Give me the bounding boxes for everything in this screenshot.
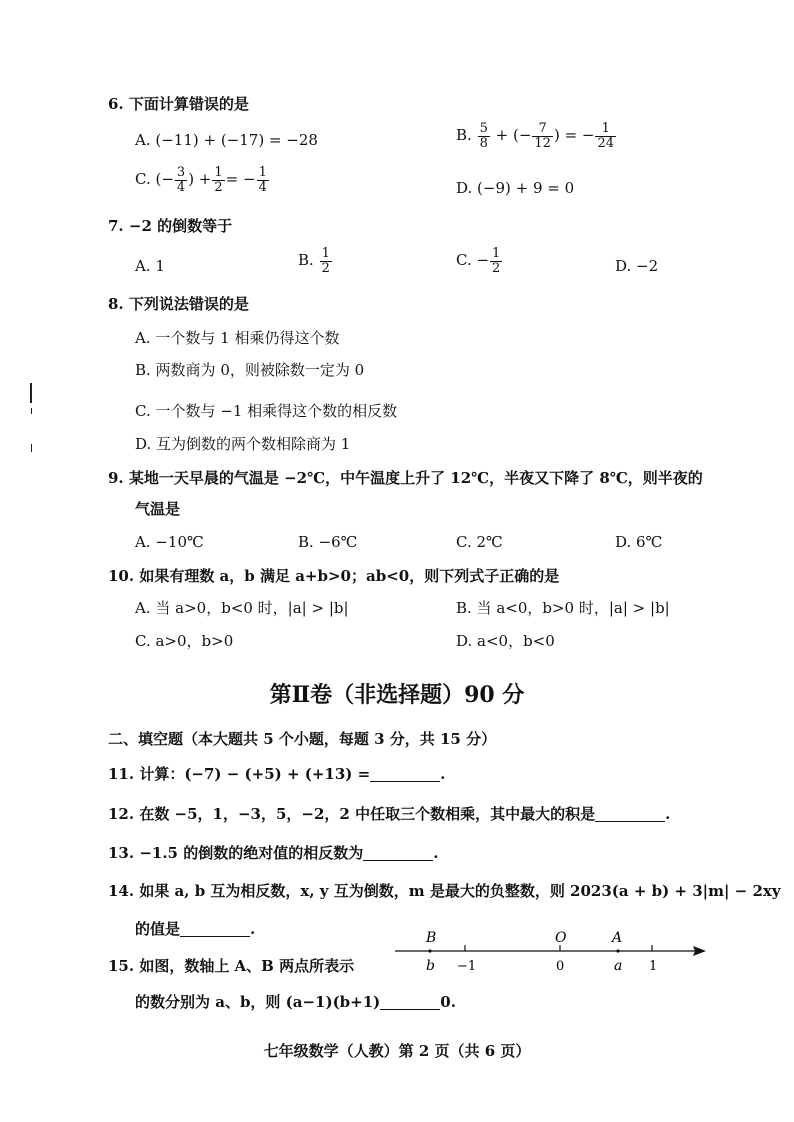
q10-option-c: C. a>0，b>0 [135, 632, 234, 650]
q7-stem: 7. −2 的倒数等于 [108, 217, 233, 235]
fraction: $\frac{1}{2}$ [214, 165, 223, 195]
q15-line1: 15. 如图，数轴上 A、B 两点所表示 [108, 957, 355, 975]
answer-blank[interactable] [180, 922, 250, 937]
point-a [616, 949, 619, 952]
label-B: B [426, 930, 437, 946]
q8-option-d: D. 互为倒数的两个数相除商为 1 [135, 435, 351, 453]
q9-stem-line1: 9. 某地一天早晨的气温是 −2℃，中午温度上升了 12℃，半夜又下降了 8℃，则半夜的 [108, 469, 703, 487]
fraction: $\frac{1}{2}$ [492, 246, 501, 276]
fraction: $\frac{5}{8}$ [479, 121, 488, 151]
q6-stem: 6. 下面计算错误的是 [108, 95, 249, 113]
number-line-figure [390, 925, 710, 980]
q9-option-d: D. 6℃ [615, 533, 663, 551]
q7-option-a: A. 1 [135, 257, 165, 275]
label-A: A [612, 930, 623, 946]
q8-option-c: C. 一个数与 −1 相乘得这个数的相反数 [135, 402, 398, 420]
q9-option-c: C. 2℃ [456, 533, 503, 551]
q8-option-a: A. 一个数与 1 相乘仍得这个数 [135, 329, 340, 347]
q8-option-b: B. 两数商为 0，则被除数一定为 0 [135, 361, 365, 379]
q14-line2: 的值是 . [135, 920, 256, 938]
binding-mark-1 [30, 383, 32, 403]
q10-stem: 10. 如果有理数 a，b 满足 a+b>0；ab<0，则下列式子正确的是 [108, 567, 560, 585]
q6-option-d: D. (−9) + 9 = 0 [456, 179, 575, 197]
q7-option-c: C. − $\frac{1}{2}$ [456, 246, 501, 276]
q8-stem: 8. 下列说法错误的是 [108, 295, 249, 313]
q11: 11. 计算：(−7) − (+5) + (+13) = . [108, 765, 446, 783]
binding-mark-2 [31, 408, 32, 414]
q7-option-d: D. −2 [615, 257, 659, 275]
label-a: a [614, 958, 623, 974]
label-O: O [555, 930, 567, 946]
label-b: b [426, 958, 435, 974]
part2-title: 第Ⅱ卷（非选择题）90 分 [269, 682, 525, 708]
q12: 12. 在数 −5，1，−3，5，−2，2 中任取三个数相乘，其中最大的积是 . [108, 805, 671, 823]
answer-blank[interactable] [363, 846, 433, 861]
answer-blank[interactable] [380, 995, 440, 1010]
answer-blank[interactable] [595, 807, 665, 822]
label-neg1: −1 [457, 959, 477, 974]
q7-option-b: B. $\frac{1}{2}$ [298, 246, 330, 276]
binding-mark-3 [31, 444, 32, 452]
q10-option-b: B. 当 a<0，b>0 时，|a| > |b| [456, 599, 670, 617]
q10-option-a: A. 当 a>0，b<0 时，|a| > |b| [135, 599, 349, 617]
q15-line2: 的数分别为 a、b，则 (a−1)(b+1) 0. [135, 993, 456, 1011]
fraction: $\frac{1}{24}$ [597, 121, 615, 151]
q6-option-a: A. (−11) + (−17) = −28 [135, 131, 318, 149]
fraction: $\frac{1}{4}$ [258, 165, 267, 195]
q9-option-a: A. −10℃ [135, 533, 204, 551]
q6-option-c: C. (− $\frac{3}{4}$ ) + $\frac{1}{2}$ = − $\frac{1}{4}$ [135, 165, 267, 195]
answer-blank[interactable] [370, 767, 440, 782]
q10-option-d: D. a<0，b<0 [456, 632, 555, 650]
label-1: 1 [649, 959, 658, 974]
q9-option-b: B. −6℃ [298, 533, 358, 551]
q14-line1: 14. 如果 a, b 互为相反数，x, y 互为倒数，m 是最大的负整数，则 2023(a + b) + 3|m| − 2xy [108, 882, 781, 900]
q9-stem-line2: 气温是 [135, 500, 181, 518]
fraction: $\frac{7}{12}$ [534, 121, 551, 151]
page-footer: 七年级数学（人教）第 2 页（共 6 页） [263, 1042, 531, 1060]
fraction: $\frac{3}{4}$ [176, 165, 186, 195]
q6-option-b: B. $\frac{5}{8}$ + (− $\frac{7}{12}$ ) = − $\frac{1}{24}$ [456, 121, 615, 151]
point-b [428, 949, 431, 952]
label-0: 0 [556, 959, 565, 974]
section2-heading: 二、填空题（本大题共 5 个小题，每题 3 分，共 15 分） [108, 730, 497, 748]
fraction: $\frac{1}{2}$ [321, 246, 330, 276]
q13: 13. −1.5 的倒数的绝对值的相反数为 . [108, 844, 439, 862]
